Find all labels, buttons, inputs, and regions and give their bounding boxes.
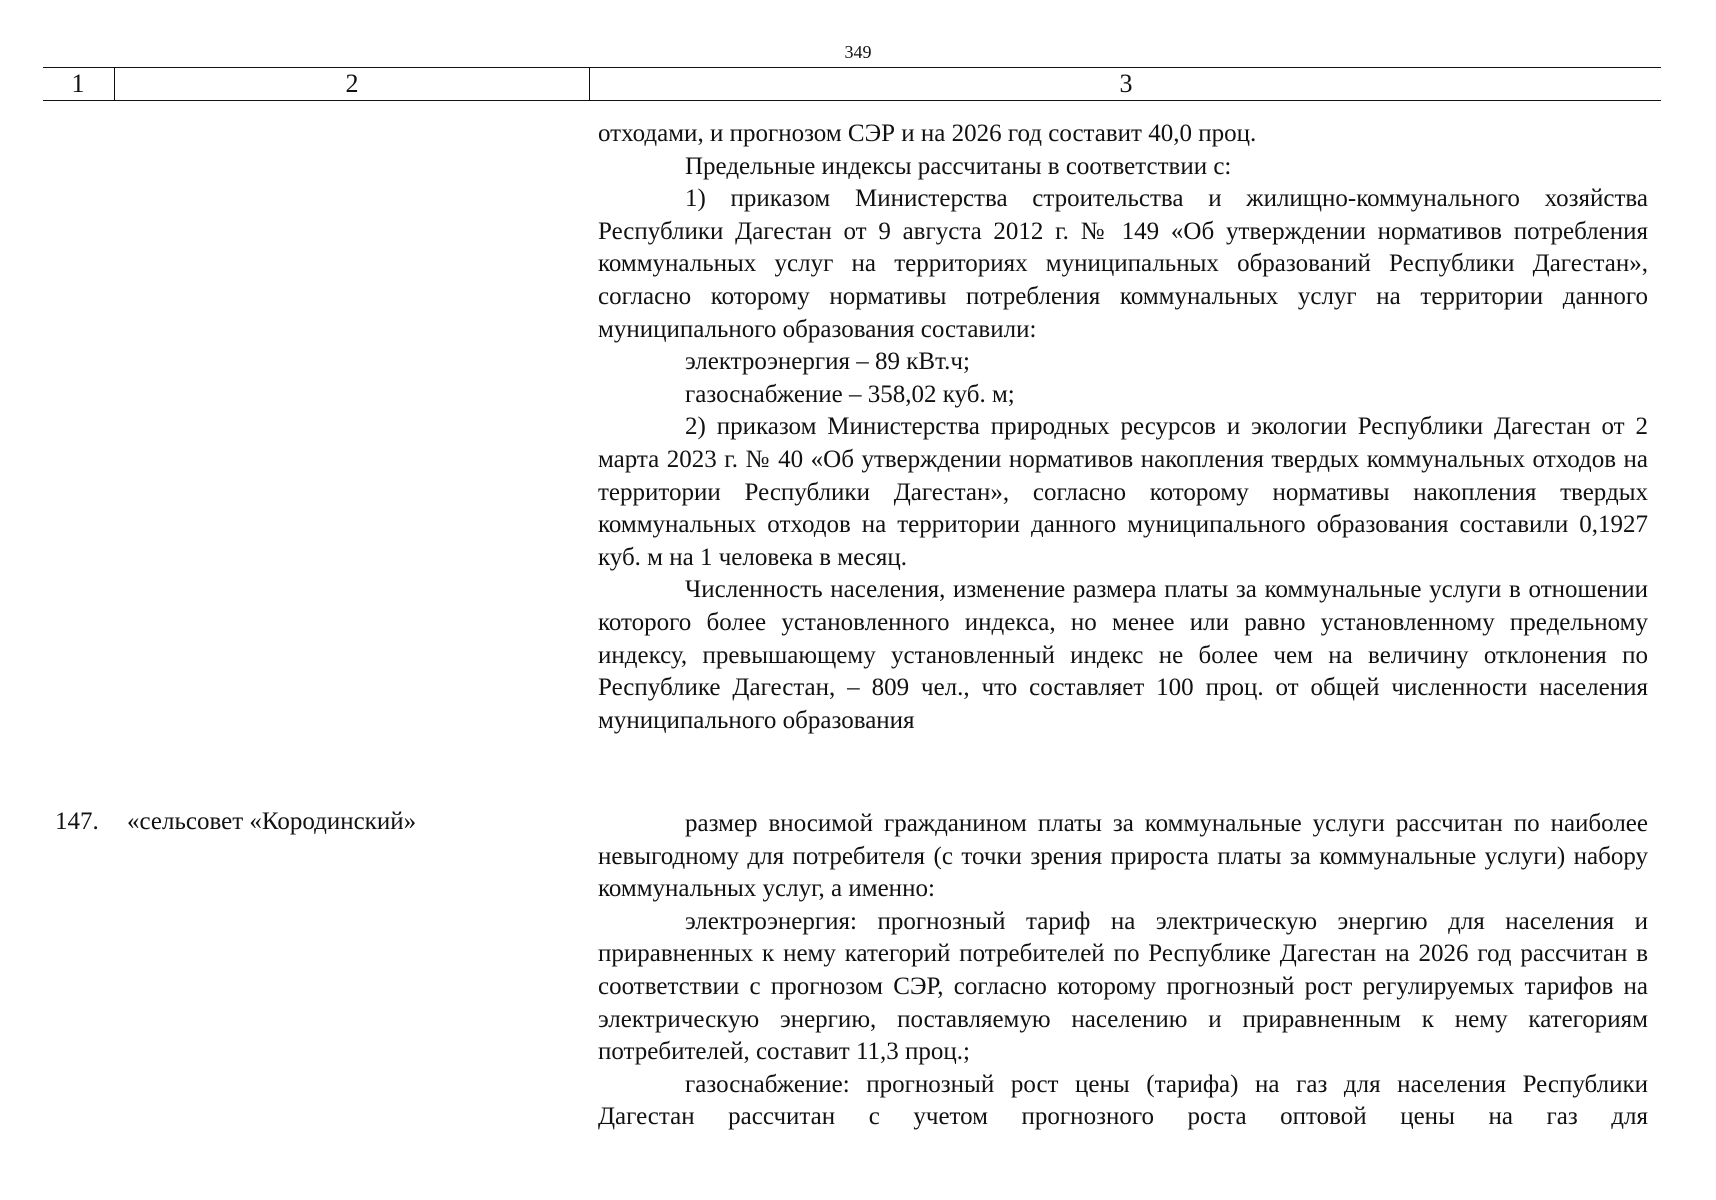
column-header-3: 3 <box>589 68 1662 100</box>
paragraph-gas-tariff: газоснабжение: прогнозный рост цены (тарифа) на газ для населения Республики Дагестан рассчитан с учетом прогнозного роста оптовой цены на газ для <box>598 1070 1648 1131</box>
paragraph-gas-norm: газоснабжение – 358,02 куб. м; <box>685 380 1015 408</box>
paragraph-electricity-norm: электроэнергия – 89 кВт.ч; <box>685 348 970 376</box>
paragraph-payment-calc: размер вносимой гражданином платы за коммунальные услуги рассчитан по наиболее невыгодному для потребителя (с точки зрения прироста платы за коммунальные услуги) набору коммунальных услуг, а именно: <box>598 810 1648 903</box>
paragraph-population: Численность населения, изменение размера платы за коммунальные услуги в отношении которого более установленного индекса, но менее или равно установленному предельному индексу, превышающему установленный индекс не более чем на величину отклонения по Республике Дагестан, – 809 чел., что составляет 100 проц. от общей численности населения муниципального образования <box>598 576 1648 734</box>
paragraph-continuation: отходами, и прогнозом СЭР и на 2026 год составит 40,0 проц. <box>598 120 1257 147</box>
paragraph-electricity-tariff: электроэнергия: прогнозный тариф на электрическую энергию для населения и приравненных к нему категорий потребителей по Республике Дагестан на 2026 год рассчитан в соответствии с прогнозом СЭР, согласно которому прогнозный рост регулируемых тарифов на электрическую энергию, поставляемую населению и приравненным к нему категориям потребителей, составит 11,3 проц.; <box>598 907 1648 1066</box>
row-number: 147. <box>55 808 99 835</box>
paragraph-order-149: 1) приказом Министерства строительства и жилищно-коммунального хозяйства Республики Дагестан от 9 августа 2012 г. № 149 «Об утверждении нормативов потребления коммунальных услуг на территориях муниципальных образований Республики Дагестан», согласно которому нормативы потребления коммунальных услуг на территории данного муниципального образования составили: <box>598 185 1648 343</box>
row-146-description <box>598 118 1648 737</box>
paragraph-indices-basis: Предельные индексы рассчитаны в соответствии с: <box>685 152 1232 180</box>
row-147-label <box>55 806 416 838</box>
municipality-name: «сельсовет «Кородинский» <box>127 808 417 835</box>
table-header-row <box>43 67 1661 101</box>
column-header-2: 2 <box>114 68 589 100</box>
row-147-description <box>598 808 1648 1134</box>
page-number: 349 <box>844 42 872 62</box>
column-header-1: 1 <box>71 69 85 98</box>
paragraph-order-40: 2) приказом Министерства природных ресурсов и экологии Республики Дагестан от 2 марта 2023 г. № 40 «Об утверждении нормативов накопления твердых коммунальных отходов на территории Республики Дагестан», согласно которому нормативы накопления твердых коммунальных отходов на территории данного муниципального образования составили 0,1927 куб. м на 1 человека в месяц. <box>598 413 1648 571</box>
